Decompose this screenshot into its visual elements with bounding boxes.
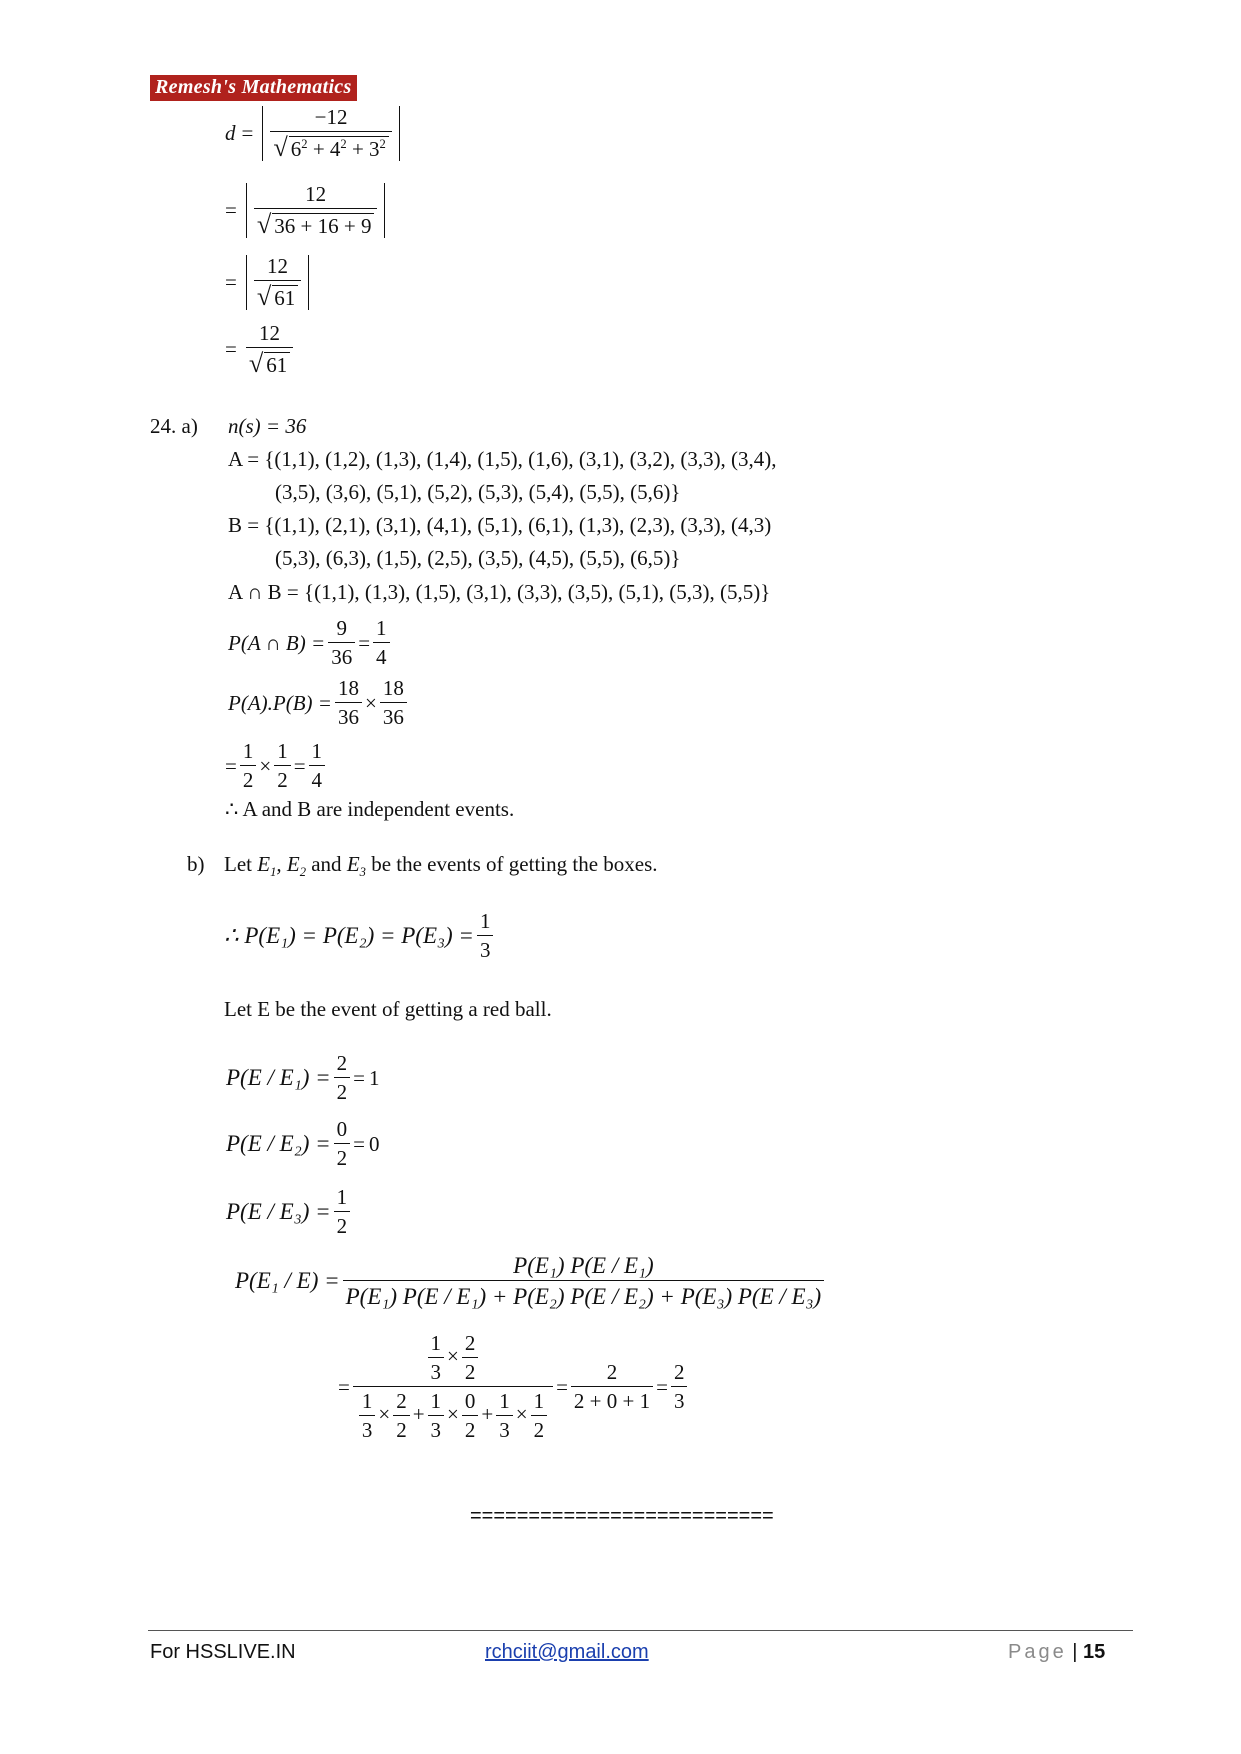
- equals-sign: =: [225, 198, 237, 223]
- intro-and: and: [311, 852, 342, 876]
- equals-sign: =: [241, 121, 254, 146]
- numerator: 2: [396, 1389, 407, 1414]
- denominator: 2: [274, 765, 291, 792]
- numerator: 1: [430, 1389, 442, 1414]
- denominator: 36: [335, 702, 362, 729]
- term: 4: [329, 137, 341, 162]
- denominator: 36: [380, 702, 407, 729]
- end-rule: ==========================: [470, 1505, 774, 1527]
- set-b-line-1: B = {(1,1), (2,1), (3,1), (4,1), (5,1), (6,1), (1,3), (2,3), (3,3), (4,3): [228, 513, 772, 537]
- conditional-e1: P(E / E₁) = $\frac{2}{2}$ = 1: [226, 1051, 380, 1105]
- numerator: 12: [305, 182, 327, 206]
- intro-text: be the events of getting the boxes.: [371, 852, 658, 876]
- numerator: 12: [267, 254, 289, 278]
- numerator: 2: [464, 1331, 476, 1355]
- denominator: 2: [531, 1415, 548, 1442]
- result: 0: [368, 1131, 380, 1156]
- footer-email-link[interactable]: rchciit@gmail.com: [485, 1641, 649, 1663]
- denominator: 3: [671, 1386, 688, 1413]
- radicand: 61: [272, 285, 298, 310]
- lhs: ∴ P(E₁) = P(E₂) = P(E₃) =: [224, 923, 474, 949]
- sample-space-size: n(s) = 36: [228, 414, 307, 438]
- result: 1: [368, 1065, 380, 1090]
- bayes-numerator: P(E₁) P(E / E₁): [513, 1253, 654, 1278]
- bayes-formula: [235, 1253, 827, 1310]
- events-intro: Let $E_1$, $E_2$ and $E_3$ be the events of getting the boxes.: [224, 852, 658, 880]
- numerator: 2: [673, 1360, 685, 1385]
- half-times-half: = $\frac{1}{2}$ × $\frac{1}{2}$ = $\frac{1}{4}$: [225, 740, 328, 792]
- distance-step-2: = 12 √ 36 + 16 + 9: [225, 183, 388, 238]
- lhs: P(A).P(B) =: [228, 690, 332, 715]
- subscript: 3: [359, 865, 366, 880]
- event-symbol: E: [286, 852, 300, 876]
- denominator: 2: [334, 1143, 351, 1170]
- denominator: 2: [334, 1077, 351, 1104]
- denominator: 2: [334, 1211, 351, 1238]
- lhs: P(E / E₂) =: [226, 1131, 331, 1157]
- p-a-times-p-b: P(A).P(B) = $\frac{18}{36}$ × $\frac{18}{36}$: [228, 677, 410, 729]
- footer-page-number: [1008, 1641, 1105, 1664]
- prior-probabilities: [224, 910, 496, 962]
- denominator: 4: [309, 765, 326, 792]
- numerator: 18: [337, 676, 359, 700]
- exponent: 2: [340, 137, 347, 152]
- equals-sign: =: [225, 270, 237, 295]
- denominator: 3: [359, 1415, 376, 1442]
- numerator: 1: [311, 739, 323, 763]
- bayes-denominator: P(E₁) P(E / E₁) + P(E₂) P(E / E₂) + P(E₃) P(E / E₃): [343, 1280, 825, 1309]
- denominator: 4: [373, 642, 390, 669]
- red-ball-event: Let E be the event of getting a red ball.: [224, 997, 552, 1021]
- numerator: 0: [336, 1117, 348, 1141]
- numerator: 1: [361, 1389, 373, 1414]
- subscript: 2: [299, 865, 306, 880]
- denominator: 36: [328, 642, 355, 669]
- event-symbol: E: [257, 852, 271, 876]
- brand-logo: Remesh's Mathematics: [150, 75, 357, 101]
- radicand: 36 + 16 + 9: [272, 213, 374, 238]
- denominator: 3: [477, 935, 494, 962]
- numerator: 1: [242, 739, 254, 763]
- denominator: 2: [393, 1415, 410, 1442]
- lhs: P(E₁ / E) =: [235, 1268, 340, 1294]
- denominator: 2: [462, 1357, 479, 1384]
- equals-sign: =: [225, 337, 237, 362]
- numerator: 1: [336, 1185, 348, 1209]
- page-num: 15: [1083, 1641, 1106, 1663]
- numerator: 0: [464, 1389, 476, 1414]
- event-symbol: E: [346, 852, 360, 876]
- numerator: 1: [277, 739, 288, 763]
- exponent: 2: [301, 137, 308, 152]
- numerator: 18: [382, 676, 404, 700]
- independence-conclusion: ∴ A and B are independent events.: [225, 797, 515, 821]
- numerator: 2: [336, 1051, 348, 1075]
- conditional-e3: [226, 1186, 353, 1238]
- question-label-24b: b): [187, 852, 205, 876]
- page-word: Page: [1008, 1641, 1067, 1663]
- subscript: 1: [270, 865, 277, 880]
- numerator: 12: [259, 321, 281, 345]
- exponent: 2: [379, 137, 386, 152]
- lhs: P(E / E₃) =: [226, 1199, 331, 1225]
- p-intersection: P(A ∩ B) = $\frac{9}{36}$ = $\frac{1}{4}$: [228, 617, 393, 669]
- term: 3: [369, 137, 380, 162]
- set-intersection: A ∩ B = {(1,1), (1,3), (1,5), (3,1), (3,3), (3,5), (5,1), (5,3), (5,5)}: [228, 580, 771, 604]
- bayes-calculation: = $\frac{1}{3}$ × $\frac{2}{2}$ $\frac{1}{3}$ × $\frac{2}{2}$ + $\frac{1}{3}$ × $\frac{0}{2}$ + $\frac{1}{3}$ × $\frac{1}{2}$ = $\frac{2}{2 + 0 + 1}$ = $\frac{2}{3}$: [338, 1332, 690, 1442]
- set-a-line-2: (3,5), (3,6), (5,1), (5,2), (5,3), (5,4), (5,5), (5,6)}: [275, 480, 681, 504]
- numerator: 1: [479, 909, 491, 933]
- numerator: 1: [376, 616, 387, 640]
- distance-step-4: = 12 √ 61: [225, 322, 296, 377]
- distance-step-1: [225, 106, 403, 161]
- denominator: 2: [462, 1415, 479, 1442]
- radicand: 61: [264, 352, 290, 377]
- lhs: P(E / E₁) =: [226, 1065, 331, 1091]
- denominator: 2: [240, 765, 257, 792]
- distance-step-3: = 12 √ 61: [225, 255, 312, 310]
- d-variable: d: [225, 121, 236, 146]
- numerator: 1: [533, 1389, 545, 1414]
- denominator: 3: [428, 1357, 445, 1384]
- denominator: 3: [496, 1415, 513, 1442]
- denominator: 3: [428, 1415, 445, 1442]
- question-label-24a: 24. a): [150, 414, 198, 438]
- lhs: P(A ∩ B) =: [228, 630, 326, 655]
- footer-divider: [148, 1630, 1133, 1631]
- absolute-value: −12 √ $6^2 + 4^2 + 3^2$: [262, 106, 400, 161]
- intro-let: Let: [224, 852, 252, 876]
- footer-site: For HSSLIVE.IN: [150, 1641, 296, 1663]
- denominator: 2 + 0 + 1: [571, 1386, 653, 1413]
- numerator: 1: [430, 1331, 442, 1355]
- set-a-line-1: A = {(1,1), (1,2), (1,3), (1,4), (1,5), (1,6), (3,1), (3,2), (3,3), (3,4),: [228, 447, 777, 471]
- set-b-line-2: (5,3), (6,3), (1,5), (2,5), (3,5), (4,5), (5,5), (6,5)}: [275, 546, 681, 570]
- numerator: −12: [314, 105, 348, 129]
- numerator: 9: [336, 616, 347, 640]
- numerator: 1: [499, 1389, 510, 1414]
- term: 6: [290, 137, 302, 162]
- numerator: 2: [606, 1360, 618, 1385]
- page-separator: |: [1072, 1641, 1078, 1663]
- conditional-e2: P(E / E₂) = $\frac{0}{2}$ = 0: [226, 1117, 380, 1171]
